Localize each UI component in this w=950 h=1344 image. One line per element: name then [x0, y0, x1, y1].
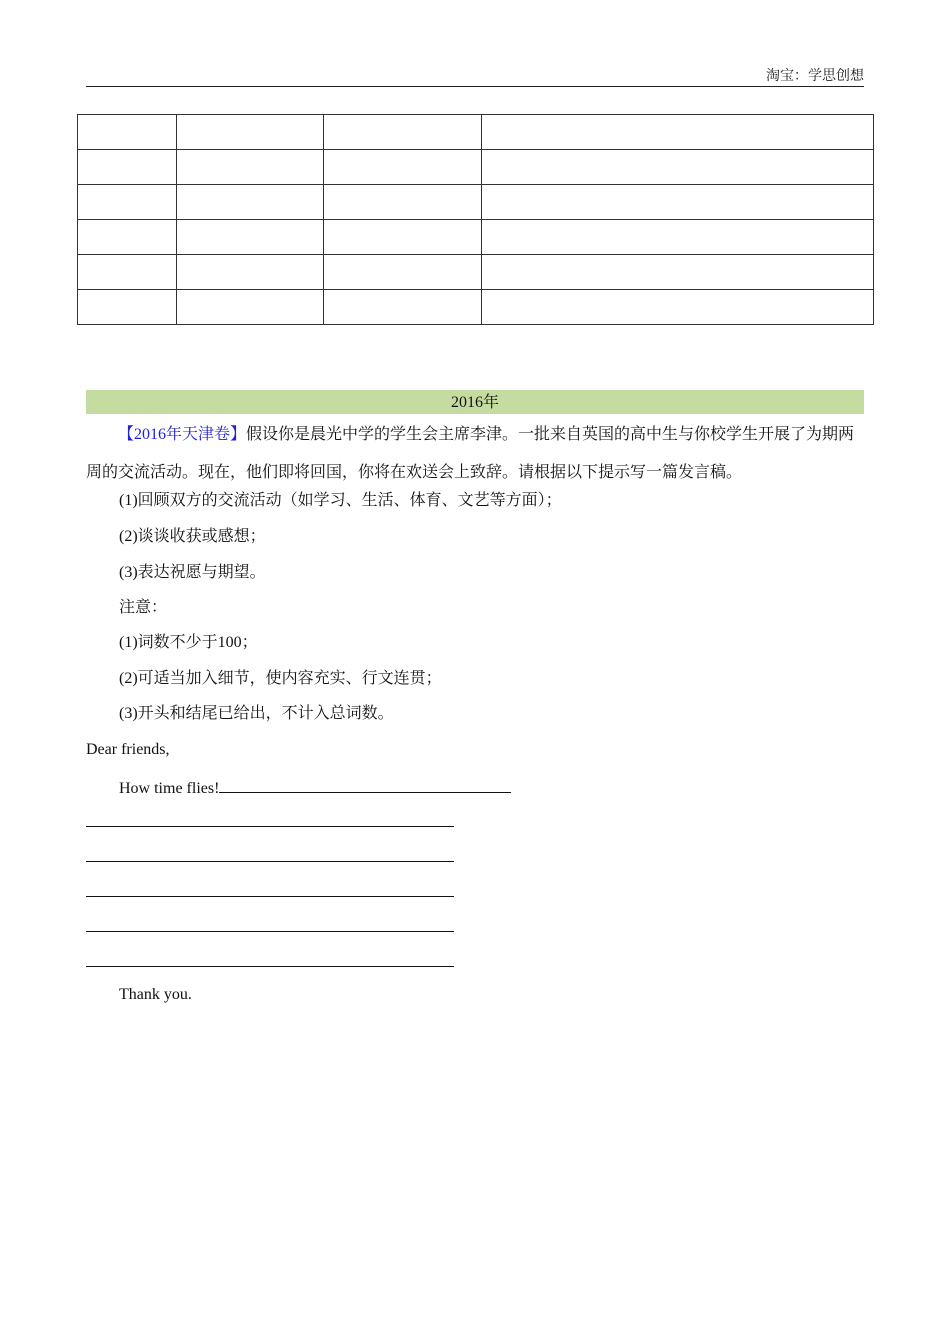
table-cell: [482, 290, 874, 325]
table-cell: [324, 290, 482, 325]
table-cell: [177, 290, 324, 325]
table-cell: [78, 150, 177, 185]
table-cell: [324, 255, 482, 290]
table-cell: [78, 220, 177, 255]
table-cell: [324, 115, 482, 150]
section-year-bar: 2016年: [86, 390, 864, 414]
table-cell: [482, 185, 874, 220]
table-cell: [324, 150, 482, 185]
answer-blank[interactable]: [219, 775, 511, 793]
table-cell: [177, 150, 324, 185]
letter-opening-line: [119, 775, 511, 799]
table-row: [78, 150, 874, 185]
table-row: [78, 290, 874, 325]
notes-title: 注意：: [119, 599, 168, 616]
table-cell: [324, 220, 482, 255]
note-item: (1)词数不少于100；: [119, 634, 258, 651]
table-row: [78, 220, 874, 255]
blank-table: [77, 114, 874, 325]
prompt-point: (2)谈谈收获或感想；: [119, 528, 266, 545]
answer-line[interactable]: [86, 861, 454, 862]
table-cell: [177, 255, 324, 290]
answer-line[interactable]: [86, 966, 454, 967]
header-rule: [86, 86, 864, 87]
answer-line[interactable]: [86, 931, 454, 932]
answer-line[interactable]: [86, 896, 454, 897]
letter-opening: How time flies!: [119, 780, 220, 797]
table-row: [78, 255, 874, 290]
prompt-point: (3)表达祝愿与期望。: [119, 564, 266, 581]
table-cell: [78, 290, 177, 325]
table-cell: [78, 185, 177, 220]
question-intro: [86, 416, 864, 492]
prompt-point: (1)回顾双方的交流活动（如学习、生活、体育、文艺等方面）；: [119, 492, 562, 509]
question-prompt: 假设你是晨光中学的学生会主席李津。一批来自英国的高中生与你校学生开展了为期两周的交流活动。现在，他们即将回国，你将在欢送会上致辞。请根据以下提示写一篇发言稿。: [86, 426, 855, 481]
note-item: (2)可适当加入细节，使内容充实、行文连贯；: [119, 670, 442, 687]
table-cell: [78, 115, 177, 150]
letter-closing: Thank you.: [119, 986, 192, 1003]
answer-line[interactable]: [86, 826, 454, 827]
table-cell: [78, 255, 177, 290]
table-cell: [482, 115, 874, 150]
table-cell: [177, 115, 324, 150]
header-text: 淘宝：学思创想: [766, 69, 864, 84]
table-row: [78, 185, 874, 220]
question-source: 【2016年天津卷】: [118, 426, 247, 443]
letter-salutation: Dear friends,: [86, 741, 170, 758]
table-cell: [177, 220, 324, 255]
note-item: (3)开头和结尾已给出，不计入总词数。: [119, 705, 394, 722]
table-cell: [482, 255, 874, 290]
table-cell: [324, 185, 482, 220]
table-row: [78, 115, 874, 150]
table-cell: [482, 220, 874, 255]
table-cell: [482, 150, 874, 185]
table-cell: [177, 185, 324, 220]
